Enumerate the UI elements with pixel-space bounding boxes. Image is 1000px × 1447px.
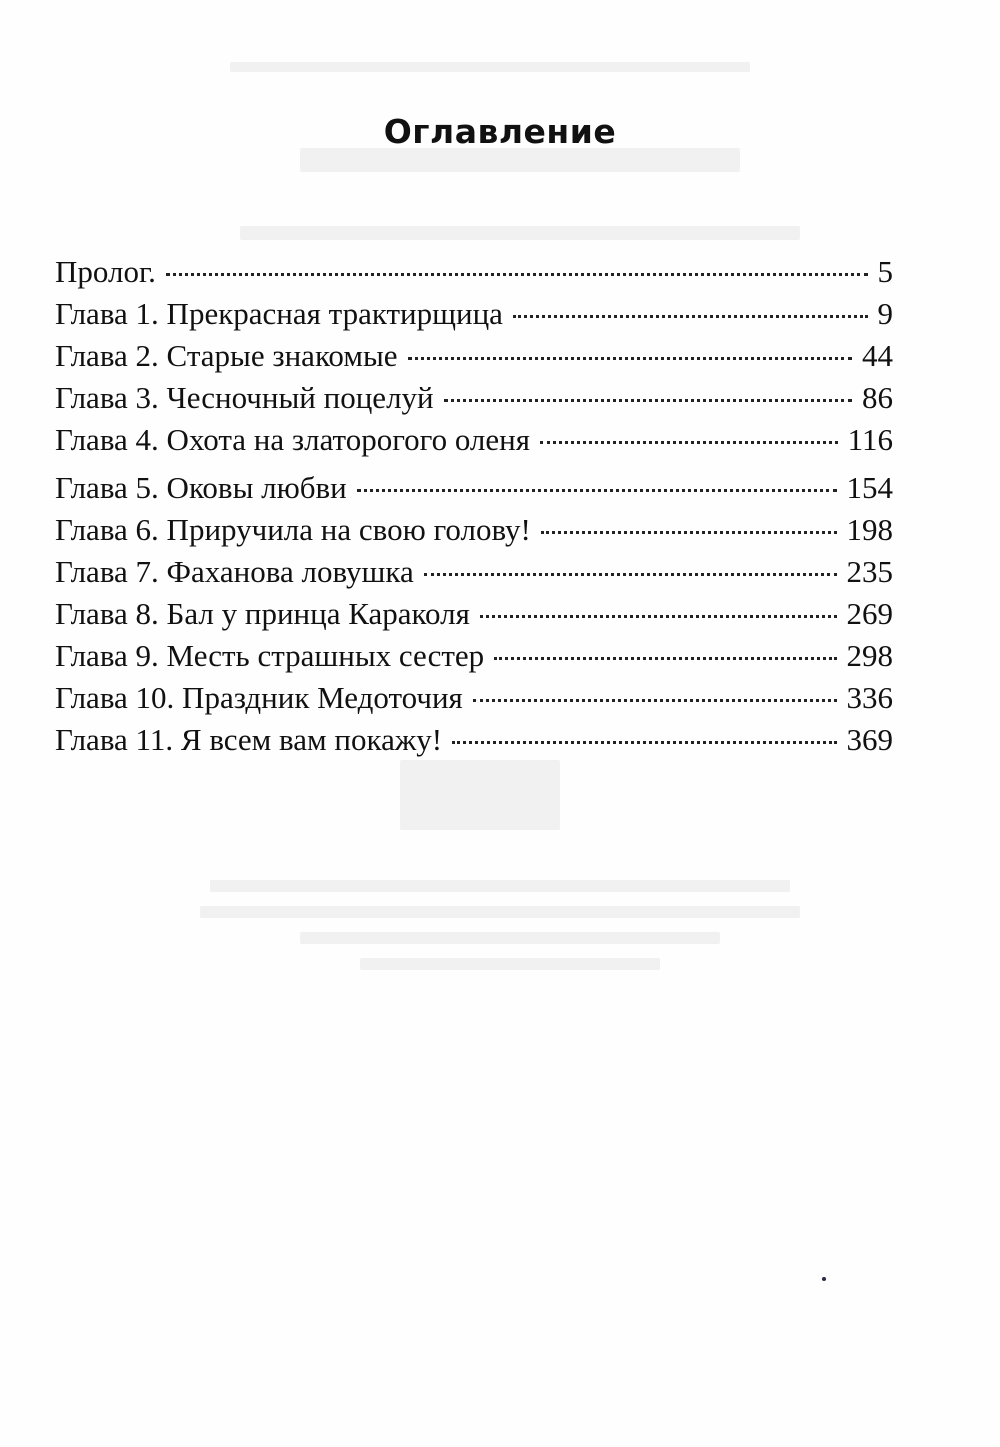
toc-page-number: 198	[846, 512, 893, 547]
toc-entry	[55, 635, 893, 677]
toc-entry	[55, 251, 893, 293]
toc-entry-label: Глава 3. Чесночный поцелуй	[55, 380, 434, 415]
toc-entry	[55, 509, 893, 551]
page-title: Оглавление	[383, 112, 617, 151]
toc-page-number: 369	[846, 722, 893, 757]
toc-entry	[55, 467, 893, 509]
bleed-through-line	[240, 226, 800, 240]
toc-page-number: 298	[846, 638, 893, 673]
toc-entry	[55, 677, 893, 719]
dot-leader	[452, 741, 836, 744]
bleed-through-line	[300, 148, 740, 172]
toc-entry	[55, 719, 893, 761]
toc-entry-label: Глава 11. Я всем вам покажу!	[55, 722, 443, 757]
toc-entry	[55, 593, 893, 635]
toc-entry	[55, 335, 893, 377]
dot-leader	[540, 441, 838, 444]
dot-leader	[480, 615, 837, 618]
toc-page-number: 154	[846, 470, 893, 505]
dot-leader	[513, 315, 868, 318]
toc-entry-label: Глава 1. Прекрасная трактирщица	[55, 296, 503, 331]
toc-entry-label: Глава 6. Приручила на свою голову!	[55, 512, 531, 547]
toc-entry-label: Глава 5. Оковы любви	[55, 470, 347, 505]
bleed-through-line	[360, 958, 660, 970]
toc-page-number: 5	[877, 254, 893, 289]
dot-leader	[541, 531, 837, 534]
toc-page-number: 86	[862, 380, 893, 415]
dot-leader	[424, 573, 837, 576]
dot-leader	[494, 657, 836, 660]
toc-entry-label: Глава 9. Месть страшных сестер	[55, 638, 485, 673]
toc-entry	[55, 293, 893, 335]
dot-leader	[444, 399, 852, 402]
toc-entry-label: Глава 8. Бал у принца Караколя	[55, 596, 470, 631]
toc-entry	[55, 377, 893, 419]
toc-entry-label: Глава 4. Охота на златорогого оленя	[55, 422, 531, 457]
toc-entry-label: Глава 2. Старые знакомые	[55, 338, 398, 373]
toc-page-number: 116	[847, 422, 893, 457]
dot-leader	[408, 357, 852, 360]
bleed-through-line	[200, 906, 800, 918]
toc-page-number: 235	[846, 554, 893, 589]
bleed-through-line	[230, 62, 750, 72]
bleed-through-line	[300, 932, 720, 944]
dot-leader	[166, 273, 868, 276]
table-of-contents	[55, 251, 893, 761]
toc-page-number: 44	[862, 338, 893, 373]
toc-page-number: 269	[846, 596, 893, 631]
bleed-through-line	[210, 880, 790, 892]
dot-leader	[473, 699, 837, 702]
toc-entry-label: Пролог.	[55, 254, 156, 289]
toc-entry	[55, 551, 893, 593]
toc-page-number: 336	[846, 680, 893, 715]
dot-leader	[357, 489, 837, 492]
toc-entry-label: Глава 10. Праздник Медоточия	[55, 680, 463, 715]
ink-speck	[822, 1277, 826, 1281]
toc-entry	[55, 419, 893, 461]
bleed-through-block	[400, 760, 560, 830]
toc-entry-label: Глава 7. Фаханова ловушка	[55, 554, 414, 589]
toc-page-number: 9	[877, 296, 893, 331]
